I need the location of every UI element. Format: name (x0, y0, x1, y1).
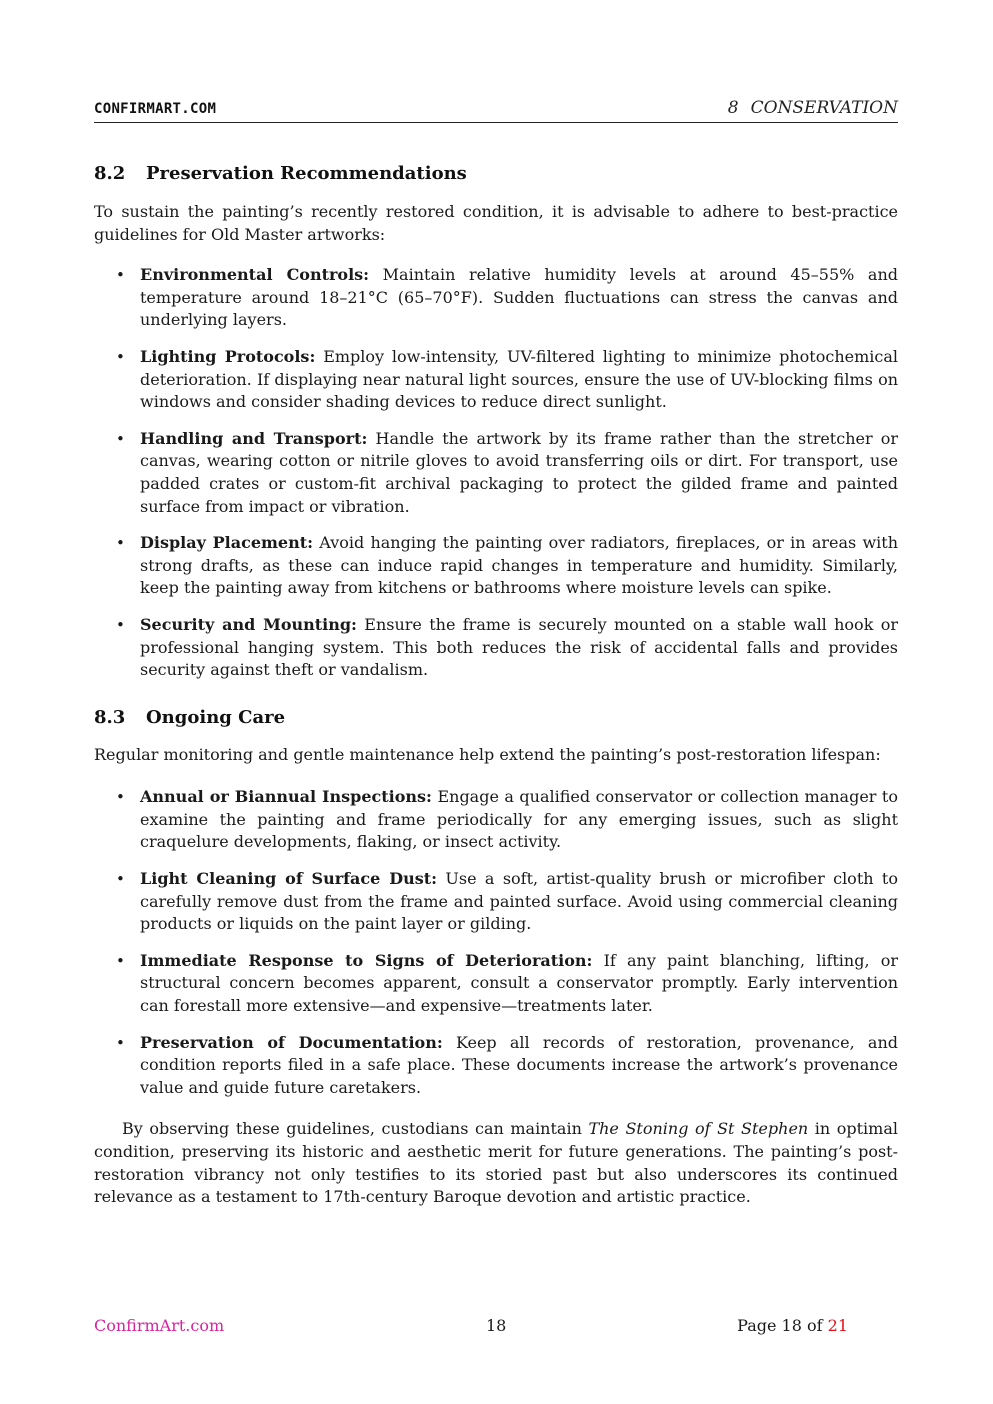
bullet-icon: • (116, 1033, 125, 1052)
item-text: Ensure the frame is securely mounted on a stable wall hook or professional hanging system. This both reduces the risk of accidental falls and provides security against theft or vandalism. (140, 614, 898, 680)
list-item (94, 950, 898, 1018)
chapter-number: 8 (727, 98, 739, 118)
item-term: Immediate Response to Signs of Deterioration: (140, 950, 593, 970)
item-text: Maintain relative humidity levels at around 45–55% and temperature around 18–21°C (65–70°F). Sudden fluctuations can stress the canvas and underlying layers. (140, 265, 898, 330)
section-title: Ongoing Care (146, 706, 286, 728)
page-footer (94, 1316, 898, 1340)
section-title: Preservation Recommendations (146, 163, 467, 184)
footer-page-number: 18 (486, 1316, 507, 1335)
section-number: 8.3 (94, 706, 126, 728)
running-header (94, 98, 898, 123)
list-item (94, 532, 898, 600)
item-text: Keep all records of restoration, provenance, and condition reports filed in a safe place. These documents increase the artwork’s provenance value and guide future caretakers. (140, 1032, 898, 1097)
bullet-icon: • (116, 870, 125, 889)
item-term: Light Cleaning of Surface Dust: (140, 869, 438, 889)
footer-site-link[interactable]: ConfirmArt.com (94, 1316, 225, 1335)
item-term: Annual or Biannual Inspections: (140, 787, 432, 807)
bullet-icon: • (116, 615, 125, 634)
closing-text-end: in optimal condition, preserving its historic and aesthetic merit for future generations. The painting’s post-restoration vibrancy not only testifies to its storied past but also underscores its continued relevance as a testament to 17th-century Baroque devotion and artistic practice. (94, 1119, 898, 1207)
bullet-icon: • (116, 266, 125, 285)
ongoing-care-list (94, 786, 898, 1099)
footer-page-of (737, 1316, 848, 1335)
bullet-icon: • (116, 788, 125, 807)
closing-paragraph (94, 1118, 898, 1208)
chapter-title: CONSERVATION (750, 98, 898, 118)
page-of-label: Page 18 of (737, 1316, 828, 1335)
section-intro: To sustain the painting’s recently restored condition, it is advisable to adhere to best-practice guidelines for Old Master artworks: (94, 202, 898, 244)
bullet-icon: • (116, 534, 125, 553)
total-pages-link[interactable]: 21 (827, 1316, 848, 1335)
list-item (94, 1032, 898, 1100)
main-content (94, 160, 898, 1209)
item-text: Avoid hanging the painting over radiators, fireplaces, or in areas with strong drafts, as these can induce rapid changes in temperature and humidity. Similarly, keep the painting away from kitchens or bathrooms where moisture levels can spike. (140, 533, 898, 598)
artwork-title: The Stoning of St Stephen (588, 1119, 809, 1139)
list-item (94, 614, 898, 682)
bullet-icon: • (116, 347, 125, 366)
site-logo[interactable]: CONFIRMART.COM (94, 101, 217, 117)
chapter-heading (728, 98, 898, 118)
section-intro: Regular monitoring and gentle maintenance help extend the painting’s post-restoration lifespan: (94, 744, 881, 764)
list-item (94, 786, 898, 854)
item-term: Preservation of Documentation: (140, 1032, 443, 1052)
list-item (94, 428, 898, 518)
item-text: If any paint blanching, lifting, or structural concern becomes apparent, consult a conservator promptly. Early intervention can forestall more extensive—and expensive—treatments later. (140, 950, 898, 1016)
closing-text-start: By observing these guidelines, custodians can maintain (122, 1119, 589, 1139)
bullet-icon: • (116, 429, 125, 448)
item-term: Environmental Controls: (140, 265, 370, 285)
item-text: Employ low-intensity, UV-filtered lighting to minimize photochemical deterioration. If displaying near natural light sources, ensure the use of UV-blocking films on windows and consider shading devices to reduce direct sunlight. (140, 346, 899, 412)
bullet-icon: • (116, 951, 125, 970)
item-text: Engage a qualified conservator or collection manager to examine the painting and frame periodically for any emerging issues, such as slight craquelure developments, flaking, or insect activity. (140, 787, 898, 852)
item-term: Lighting Protocols: (140, 346, 316, 366)
section-heading-8-3 (94, 704, 898, 732)
section-number: 8.2 (94, 163, 126, 184)
item-text: Use a soft, artist-quality brush or microfiber cloth to carefully remove dust from the frame and painted surface. Avoid using commercial cleaning products or liquids on the paint layer or gilding. (140, 869, 898, 934)
section-heading-8-2 (94, 160, 898, 188)
item-text: Handle the artwork by its frame rather than the stretcher or canvas, wearing cotton or nitrile gloves to avoid transferring oils or dirt. For transport, use padded crates or custom-fit archival packaging to protect the gilded frame and painted surface from impact or vibration. (140, 428, 898, 516)
recommendations-list (94, 264, 898, 682)
item-term: Security and Mounting: (140, 614, 357, 634)
list-item (94, 264, 898, 332)
item-term: Display Placement: (140, 533, 314, 553)
list-item (94, 346, 898, 414)
list-item (94, 868, 898, 936)
item-term: Handling and Transport: (140, 428, 368, 448)
